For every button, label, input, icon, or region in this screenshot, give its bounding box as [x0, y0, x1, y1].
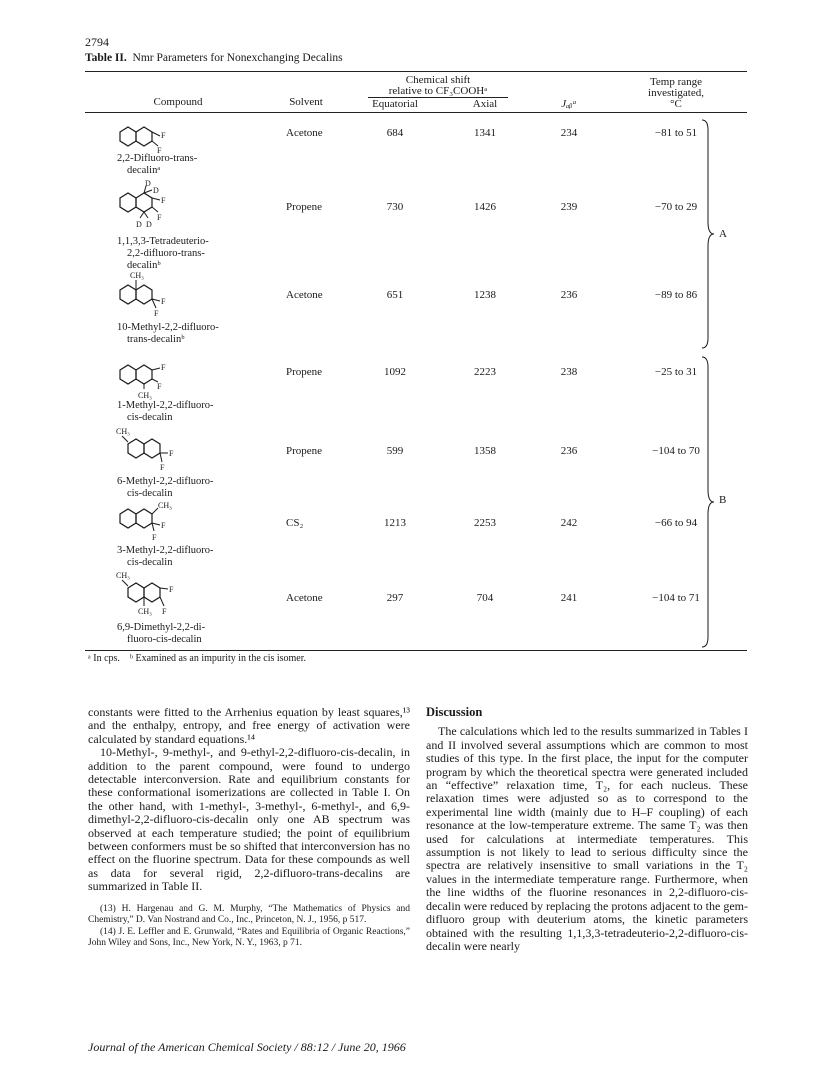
header-shift-line1: Chemical shift [405, 74, 471, 86]
table-bottom-rule [85, 650, 747, 651]
methyl-label: CH₃ [116, 427, 130, 436]
fluorine-label: F [161, 521, 166, 530]
temp-range-cell: −66 to 94 [654, 517, 698, 529]
fluorine-label: F [157, 382, 162, 391]
group-a-label: A [719, 228, 727, 240]
fluorine-label: F [162, 607, 167, 616]
jab-cell: 236 [560, 445, 578, 457]
header-jab: Jₐᵦᵃ [561, 98, 577, 110]
compound-name: 2,2-Difluoro-trans- decalinᵃ [117, 153, 198, 176]
jab-cell: 241 [560, 592, 578, 604]
fluorine-label: F [160, 463, 165, 472]
footnote-a: ᵃ In cps. [88, 653, 120, 664]
axial-shift-cell: 1341 [474, 127, 496, 139]
section-heading: Discussion [426, 705, 483, 719]
axial-shift-cell: 1358 [474, 445, 496, 457]
fluorine-label: F [169, 585, 174, 594]
group-a-brace [700, 118, 716, 350]
fluorine-label: F [152, 533, 157, 542]
temp-range-cell: −104 to 70 [652, 445, 700, 457]
jab-cell: 234 [560, 127, 578, 139]
equatorial-shift-cell: 599 [386, 445, 404, 457]
fluorine-label: F [157, 146, 162, 155]
jab-cell: 238 [560, 366, 578, 378]
compound-name: 6-Methyl-2,2-difluoro- cis-decalin [117, 476, 214, 499]
axial-shift-cell: 1426 [474, 201, 496, 213]
methyl-label: CH₃ [138, 391, 152, 400]
equatorial-shift-cell: 297 [386, 592, 404, 604]
journal-footer: Journal of the American Chemical Society / 88:12 / June 20, 1966 [88, 1040, 406, 1054]
reference-13: (13) H. Hargenau and G. M. Murphy, “The Mathematics of Physics and Chemistry,” D. Van Nostrand and Co., Inc., Princeton, N. J., 1956, p 517. [88, 903, 410, 925]
fluorine-label: F [157, 213, 162, 222]
methyl-label: CH₃ [158, 501, 172, 510]
footnote-b: ᵇ Examined as an impurity in the cis isomer. [129, 653, 307, 664]
temp-range-cell: −70 to 29 [654, 201, 698, 213]
header-compound: Compound [153, 96, 203, 108]
header-solvent: Solvent [289, 96, 323, 108]
axial-shift-cell: 2223 [474, 366, 496, 378]
methyl-label: CH₃ [116, 571, 130, 580]
fluorine-label: F [161, 363, 166, 372]
temp-range-cell: −81 to 51 [654, 127, 698, 139]
table-header-rule [85, 112, 747, 113]
fluorine-label: F [161, 131, 166, 140]
right-column [426, 706, 748, 953]
header-temp-line1: Temp range [649, 76, 703, 88]
left-column [88, 706, 410, 950]
jab-cell: 239 [560, 201, 578, 213]
fluorine-label: F [169, 449, 174, 458]
group-b-brace [700, 355, 716, 649]
equatorial-shift-cell: 1213 [384, 517, 406, 529]
structure-6-methyl-difluoro-cis-decalin [112, 426, 212, 481]
deuterium-label: D [145, 179, 151, 188]
structure-1-methyl-difluoro-cis-decalin [112, 356, 202, 405]
paragraph: constants were fitted to the Arrhenius equation by least squares,¹³ and the enthalpy, entropy, and free energy of activation were calculated by standard equations.¹⁴ [88, 705, 410, 746]
equatorial-shift-cell: 730 [386, 201, 404, 213]
jab-cell: 242 [560, 517, 578, 529]
header-temp-line3: °C [670, 98, 682, 110]
compound-name: 1-Methyl-2,2-difluoro- cis-decalin [117, 400, 214, 423]
solvent-cell: Propene [286, 366, 323, 378]
temp-range-cell: −25 to 31 [654, 366, 698, 378]
fluorine-label: F [161, 196, 166, 205]
deuterium-label: D [153, 186, 159, 195]
methyl-label: CH₃ [138, 607, 152, 616]
header-equatorial: Equatorial [372, 98, 418, 110]
page-number: 2794 [85, 35, 109, 49]
solvent-cell: Propene [286, 201, 323, 213]
axial-shift-cell: 2253 [474, 517, 496, 529]
group-b-label: B [719, 494, 727, 506]
solvent-cell: Acetone [286, 127, 323, 139]
compound-name: 3-Methyl-2,2-difluoro- cis-decalin [117, 545, 214, 568]
header-shift-line2: relative to CF₃COOHᵃ [388, 85, 488, 97]
equatorial-shift-cell: 684 [386, 127, 404, 139]
table-top-rule [85, 71, 747, 72]
fluorine-label: F [154, 309, 159, 318]
temp-range-cell: −104 to 71 [652, 592, 700, 604]
table-title [85, 52, 343, 64]
deuterium-label: D [136, 220, 142, 229]
jab-cell: 236 [560, 289, 578, 301]
methyl-label: CH₃ [130, 271, 144, 280]
header-temp-line2: investigated, [648, 87, 704, 99]
table-label: Table II. [85, 52, 127, 64]
equatorial-shift-cell: 651 [386, 289, 404, 301]
structure-tetradeuterio-difluoro-trans-decalin [112, 178, 202, 239]
table-caption: Nmr Parameters for Nonexchanging Decalins [132, 52, 343, 64]
header-axial: Axial [472, 98, 498, 110]
deuterium-label: D [146, 220, 152, 229]
compound-name: 6,9-Dimethyl-2,2-di- fluoro-cis-decalin [117, 622, 206, 645]
structure-6-9-dimethyl-difluoro-cis-decalin [112, 570, 212, 625]
solvent-cell: Acetone [286, 592, 323, 604]
table-footnotes [88, 653, 306, 664]
solvent-cell: Propene [286, 445, 323, 457]
fluorine-label: F [161, 297, 166, 306]
references [88, 904, 410, 949]
axial-shift-cell: 704 [476, 592, 494, 604]
paragraph: 10-Methyl-, 9-methyl-, and 9-ethyl-2,2-difluoro-cis-decalin, in addition to the parent compound, were found to undergo detectable interconversion. Rate and equilibrium constants for these conformational isomerizations are collected in Table I. On the other hand, with 1-methyl-, 3-methyl-, 6-methyl-, and 6,9-dimethyl-2,2-difluoro-cis-decalin only one AB spectrum was observed at each temperature studied; the point of equilibrium between conformers must be so shifted that interconversion has no effect on the fluorine spectrum. Data for these compounds as well as data for several rigid, 2,2-difluoro-trans-decalins are summarized in Table II. [88, 745, 410, 894]
reference-14: (14) J. E. Leffler and E. Grunwald, “Rates and Equilibria of Organic Reactions,” John Wiley and Sons, Inc., New York, N. Y., 1963, p 71. [88, 926, 410, 948]
structure-methyl-difluoro-trans-decalin [112, 270, 202, 325]
temp-range-cell: −89 to 86 [654, 289, 698, 301]
axial-shift-cell: 1238 [474, 289, 496, 301]
solvent-cell: Acetone [286, 289, 323, 301]
structure-3-methyl-difluoro-cis-decalin [112, 500, 212, 551]
paragraph: The calculations which led to the results summarized in Tables I and II involved several assumptions which are common to most studies of this type. In the first place, the input for the computer program by which the theoretical spectra were generated included an “effective” relaxation time, T₂, for each nucleus. These relaxation times were adjusted so as to correspond to the experimental line width (mainly due to H–F coupling) of each resonance at the low-temperature extreme. The same T₂ was then used for calculations at intermediate temperatures. This assumption is not likely to lead to serious difficulty since the spectra are relatively insensitive to small variations in the T₂ values in the intermediate temperature range. Furthermore, when the line widths of the fluorine resonances in 2,2-difluoro-cis-decalin were reduced by replacing the protons adjacent to the gem-difluoro group with deuterium atoms, the kinetic parameters obtained with the resulting 1,1,3,3-tetradeuterio-2,2-difluoro-cis-decalin were nearly [426, 724, 748, 953]
equatorial-shift-cell: 1092 [384, 366, 406, 378]
compound-name: 10-Methyl-2,2-difluoro- trans-decalinᵇ [117, 322, 219, 345]
compound-name: 1,1,3,3-Tetradeuterio- 2,2-difluoro-trans- decalinᵇ [117, 236, 209, 271]
solvent-cell: CS₂ [286, 517, 304, 529]
